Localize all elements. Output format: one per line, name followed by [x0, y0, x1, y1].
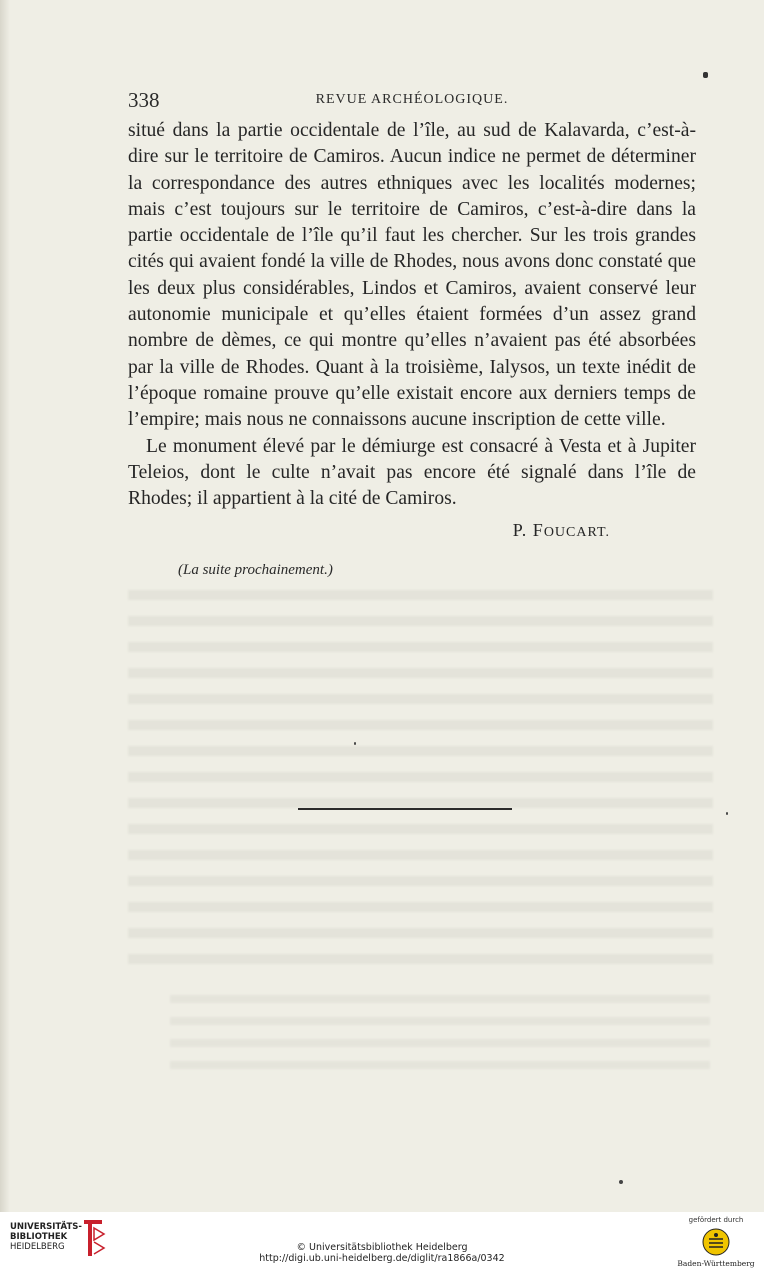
- page-edge-shadow: [0, 0, 10, 1212]
- sponsor-label: gefördert durch: [688, 1216, 744, 1224]
- journal-title: REVUE ARCHÉOLOGIQUE.: [315, 92, 509, 107]
- paragraph: situé dans la partie occidentale de l’île, au sud de Kalavarda, c’est-à-dire sur le territoire de Camiros. Aucun indice ne permet de déterminer la correspondance des autres ethniques avec les localités modernes; mais c’est toujours sur le territoire de Camiros, c’est-à-dire dans la partie occidentale de l’île qu’il faut les chercher. Sur les trois grandes cités qui avaient fondé la ville de Rhodes, nous avons donc constaté que les deux plus considérables, Lindos et Camiros, avaient conservé leur autonomie municipale et qu’elles étaient formées d’un assez grand nombre de dèmes, ce qui montre qu’elles n’avaient pas été absorbées par la ville de Rhodes. Quant à la troisième, Ialysos, un texte inédit de l’époque romaine prouve qu’elle existait encore aux derniers temps de l’empire; mais nous ne connaissons aucune inscription de cette ville.: [128, 120, 696, 431]
- page-speck: [619, 1180, 623, 1184]
- permalink-url[interactable]: http://digi.ub.uni-heidelberg.de/diglit/ra1866a/0342: [259, 1253, 505, 1264]
- copyright-block: [0, 1242, 764, 1264]
- sponsor-name: Baden-Württemberg: [677, 1259, 755, 1268]
- state-emblem-icon: [701, 1227, 731, 1257]
- article-body: [128, 118, 696, 512]
- ink-mark: [703, 72, 708, 78]
- library-footer: [0, 1212, 764, 1266]
- signature-surname: OUCART.: [543, 525, 610, 540]
- copyright-text: © Universitätsbibliothek Heidelberg: [296, 1242, 468, 1253]
- university-line: UNIVERSITÄTS-: [10, 1222, 82, 1232]
- continued-note: (La suite prochainement.): [178, 562, 333, 578]
- page-number: 338: [128, 88, 160, 112]
- show-through-footnotes: [170, 985, 710, 1080]
- signature-initial: P. F: [512, 520, 544, 540]
- end-rule: [298, 808, 512, 810]
- page-speck: [726, 812, 728, 815]
- running-head: [128, 88, 696, 112]
- page-speck: [354, 742, 356, 745]
- sponsor-block: [672, 1216, 760, 1268]
- author-signature: [128, 520, 610, 541]
- paragraph: Le monument élevé par le démiurge est consacré à Vesta et à Jupiter Teleios, dont le culte n’avait pas encore été signalé dans l’île de Rhodes; il appartient à la cité de Camiros.: [128, 435, 696, 510]
- university-line: BIBLIOTHEK: [10, 1232, 68, 1242]
- university-line: HEIDELBERG: [10, 1242, 65, 1252]
- show-through-text: [128, 578, 713, 978]
